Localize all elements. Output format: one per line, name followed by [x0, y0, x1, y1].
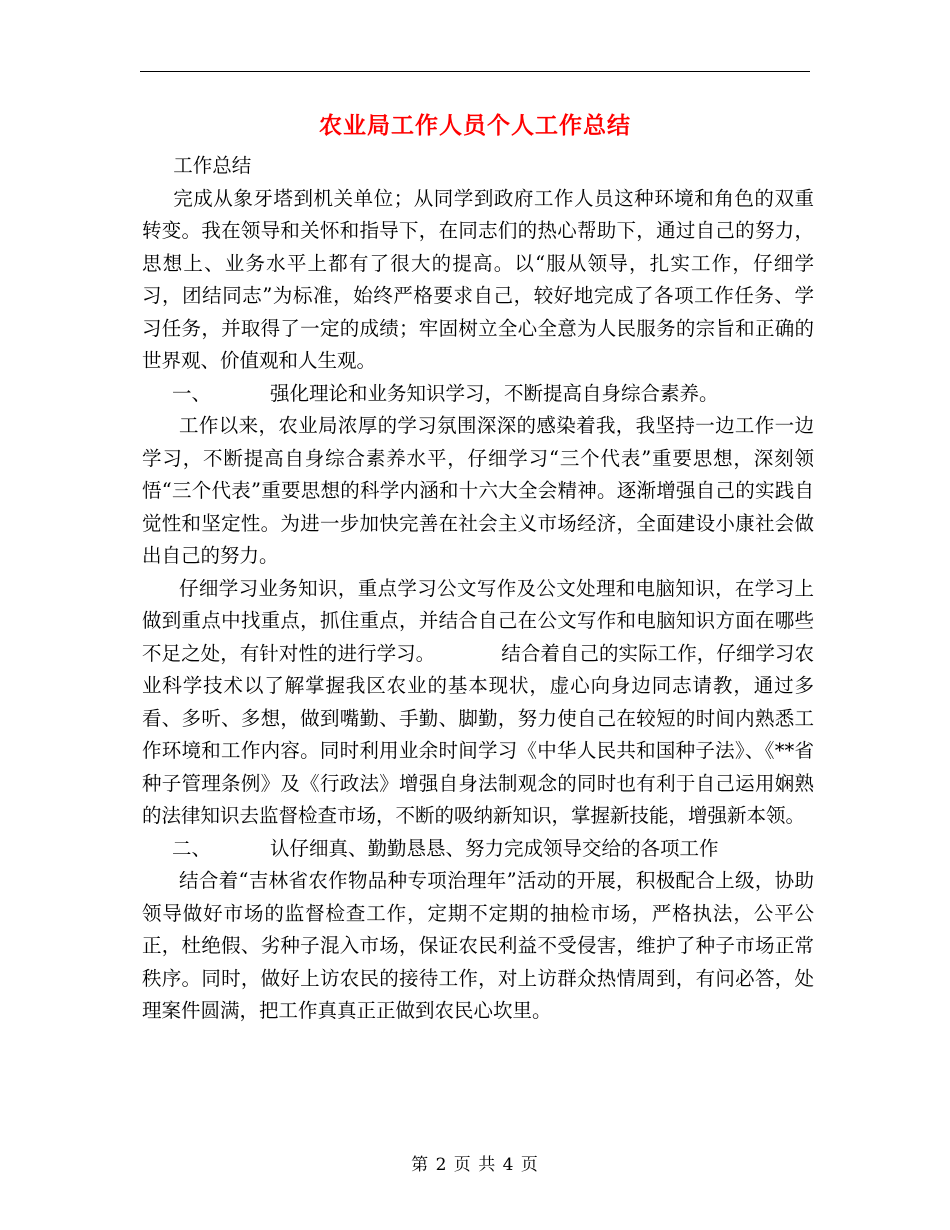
section-2-heading-text: 认仔细真、勤勤恳恳、努力完成领导交给的各项工作 [270, 836, 719, 860]
section-1-paragraph-1: 工作以来，农业局浓厚的学习氛围深深的感染着我，我坚持一边工作一边学习，不断提高自身综合素养水平，仔细学习“三个代表”重要思想，深刻领悟“三个代表”重要思想的科学内涵和十六大全会精神。逐渐增强自己的实践自觉性和坚定性。为进一步加快完善在社会主义市场经济，全面建设小康社会做出自己的努力。 [142, 414, 814, 567]
section-1-paragraph-2a: 仔细学习业务知识，重点学习公文写作及公文处理和电脑知识，在学习上做到重点中找重点，抓住重点，并结合自己在公文写作和电脑知识方面在哪些不足之处，有针对性的进行学习。 [142, 576, 814, 665]
section-2-number: 二、 [172, 836, 212, 860]
document-body [142, 150, 814, 1028]
section-1-heading [142, 378, 814, 411]
section-1-paragraph-2b: 结合着自己的实际工作，仔细学习农业科学技术以了解掌握我区农业的基本现状，虚心向身边同志请教，通过多看、多听、多想，做到嘴勤、手勤、脚勤，努力使自己在较短的时间内熟悉工作环境和工作内容。同时利用业余时间学习《中华人民共和国种子法》、《**省种子管理条例》及《行政法》增强自身法制观念的同时也有利于自己运用娴熟的法律知识去监督检查市场，不断的吸纳新知识，掌握新技能，增强新本领。 [142, 641, 814, 827]
subheading: 工作总结 [173, 154, 252, 177]
header-rule [140, 71, 810, 72]
page-number-footer: 第 2 页 共 4 页 [411, 1155, 539, 1175]
intro-paragraph: 完成从象牙塔到机关单位；从同学到政府工作人员这种环境和角色的双重转变。我在领导和关怀和指导下，在同志们的热心帮助下，通过自己的努力，思想上、业务水平上都有了很大的提高。以“服从领导，扎实工作，仔细学习，团结同志”为标准，始终严格要求自己，较好地完成了各项工作任务、学习任务，并取得了一定的成绩；牢固树立全心全意为人民服务的宗旨和正确的世界观、价值观和人生观。 [142, 186, 814, 372]
section-2-paragraph-1: 结合着“吉林省农作物品种专项治理年”活动的开展，积极配合上级，协助领导做好市场的监督检查工作，定期不定期的抽检市场，严格执法，公平公正，杜绝假、劣种子混入市场，保证农民利益不受侵害，维护了种子市场正常秩序。同时，做好上访农民的接待工作，对上访群众热情周到，有问必答，处理案件圆满，把工作真真正正做到农民心坎里。 [142, 869, 814, 1022]
section-1-heading-text: 强化理论和业务知识学习，不断提高自身综合素养。 [270, 381, 719, 405]
section-2-heading [142, 833, 814, 866]
section-1-number: 一、 [172, 381, 212, 405]
document-title: 农业局工作人员个人工作总结 [319, 112, 631, 139]
section-1-paragraph-2 [142, 573, 814, 833]
